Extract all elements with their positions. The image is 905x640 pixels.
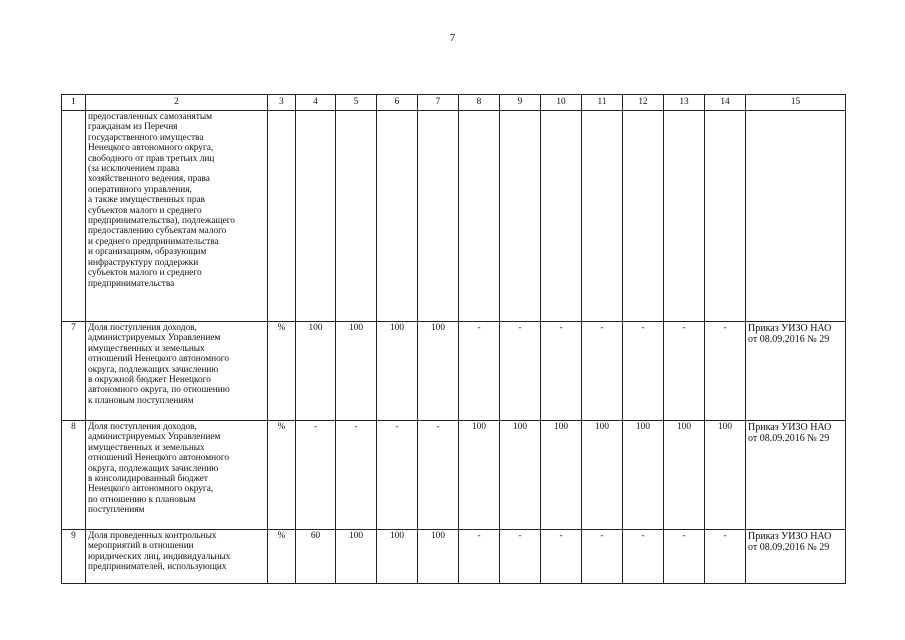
value-cell: - [705, 322, 746, 421]
value-cell: 100 [500, 421, 541, 530]
value-cell: - [500, 322, 541, 421]
value-cell [336, 111, 377, 322]
table-row [62, 530, 846, 584]
value-cell: - [664, 530, 705, 584]
table-body [62, 95, 846, 584]
row-number [62, 111, 86, 322]
value-cell: - [296, 421, 336, 530]
value-cell: 100 [541, 421, 582, 530]
column-header-11: 11 [582, 95, 623, 111]
value-cell [623, 111, 664, 322]
column-header-5: 5 [336, 95, 377, 111]
value-cell: - [418, 421, 459, 530]
column-header-4: 4 [296, 95, 336, 111]
column-header-7: 7 [418, 95, 459, 111]
value-cell: 100 [418, 530, 459, 584]
value-cell: - [623, 322, 664, 421]
row-number: 9 [62, 530, 86, 584]
value-cell: 100 [336, 322, 377, 421]
column-header-15: 15 [746, 95, 846, 111]
value-cell: - [664, 322, 705, 421]
value-cell: 100 [377, 530, 418, 584]
column-header-14: 14 [705, 95, 746, 111]
value-cell: - [541, 322, 582, 421]
unit-cell: % [268, 530, 296, 584]
value-cell: - [705, 530, 746, 584]
value-cell: 100 [296, 322, 336, 421]
value-cell: - [459, 530, 500, 584]
source-document: Приказ УИЗО НАО от 08.09.2016 № 29 [746, 421, 846, 530]
unit-cell [268, 111, 296, 322]
indicator-name: Доля проведенных контрольных мероприятий в отношении юридических лиц, индивидуальных предпринимателей, использующих [86, 530, 268, 584]
value-cell: - [336, 421, 377, 530]
column-header-3: 3 [268, 95, 296, 111]
table-row [62, 421, 846, 530]
column-header-2: 2 [86, 95, 268, 111]
source-document: Приказ УИЗО НАО от 08.09.2016 № 29 [746, 322, 846, 421]
column-header-6: 6 [377, 95, 418, 111]
unit-cell: % [268, 322, 296, 421]
value-cell [418, 111, 459, 322]
column-header-8: 8 [459, 95, 500, 111]
value-cell: 100 [418, 322, 459, 421]
indicators-table [61, 94, 846, 584]
value-cell: - [582, 530, 623, 584]
value-cell [377, 111, 418, 322]
value-cell: - [541, 530, 582, 584]
table-header-row [62, 95, 846, 111]
value-cell [664, 111, 705, 322]
column-header-12: 12 [623, 95, 664, 111]
value-cell [296, 111, 336, 322]
value-cell: 100 [664, 421, 705, 530]
value-cell: 100 [623, 421, 664, 530]
value-cell: - [582, 322, 623, 421]
unit-cell: % [268, 421, 296, 530]
value-cell [541, 111, 582, 322]
column-header-10: 10 [541, 95, 582, 111]
row-number: 8 [62, 421, 86, 530]
value-cell: 100 [336, 530, 377, 584]
table-row [62, 322, 846, 421]
indicator-name: предоставленных самозанятым гражданам из Перечня государственного имущества Ненецкого автономного округа, свободного от прав третьих лиц (за исключением права хозяйственного ведения, права оперативного управления, а также имущественных прав субъектов малого и среднего предпринимательства), подлежащего предоставлению субъектам малого и среднего предпринимательства и организациям, образующим инфраструктуру поддержки субъектов малого и среднего предпринимательства [86, 111, 268, 322]
value-cell: - [500, 530, 541, 584]
value-cell: 100 [459, 421, 500, 530]
value-cell [582, 111, 623, 322]
column-header-1: 1 [62, 95, 86, 111]
page-number: 7 [449, 32, 456, 44]
column-header-9: 9 [500, 95, 541, 111]
value-cell [500, 111, 541, 322]
value-cell: - [377, 421, 418, 530]
value-cell: 60 [296, 530, 336, 584]
indicator-name: Доля поступления доходов, администрируемых Управлением имущественных и земельных отношений Ненецкого автономного округа, подлежащих зачислению в окружной бюджет Ненецкого автономного округа, по отношению к плановым поступлениям [86, 322, 268, 421]
value-cell: 100 [377, 322, 418, 421]
value-cell [459, 111, 500, 322]
value-cell: 100 [705, 421, 746, 530]
value-cell: 100 [582, 421, 623, 530]
row-number: 7 [62, 322, 86, 421]
source-document: Приказ УИЗО НАО от 08.09.2016 № 29 [746, 530, 846, 584]
table-row [62, 111, 846, 322]
value-cell: - [623, 530, 664, 584]
column-header-13: 13 [664, 95, 705, 111]
indicator-name: Доля поступления доходов, администрируемых Управлением имущественных и земельных отношений Ненецкого автономного округа, подлежащих зачислению в консолидированный бюджет Ненецкого автономного округа, по отношению к плановым поступлениям [86, 421, 268, 530]
source-document [746, 111, 846, 322]
value-cell [705, 111, 746, 322]
value-cell: - [459, 322, 500, 421]
